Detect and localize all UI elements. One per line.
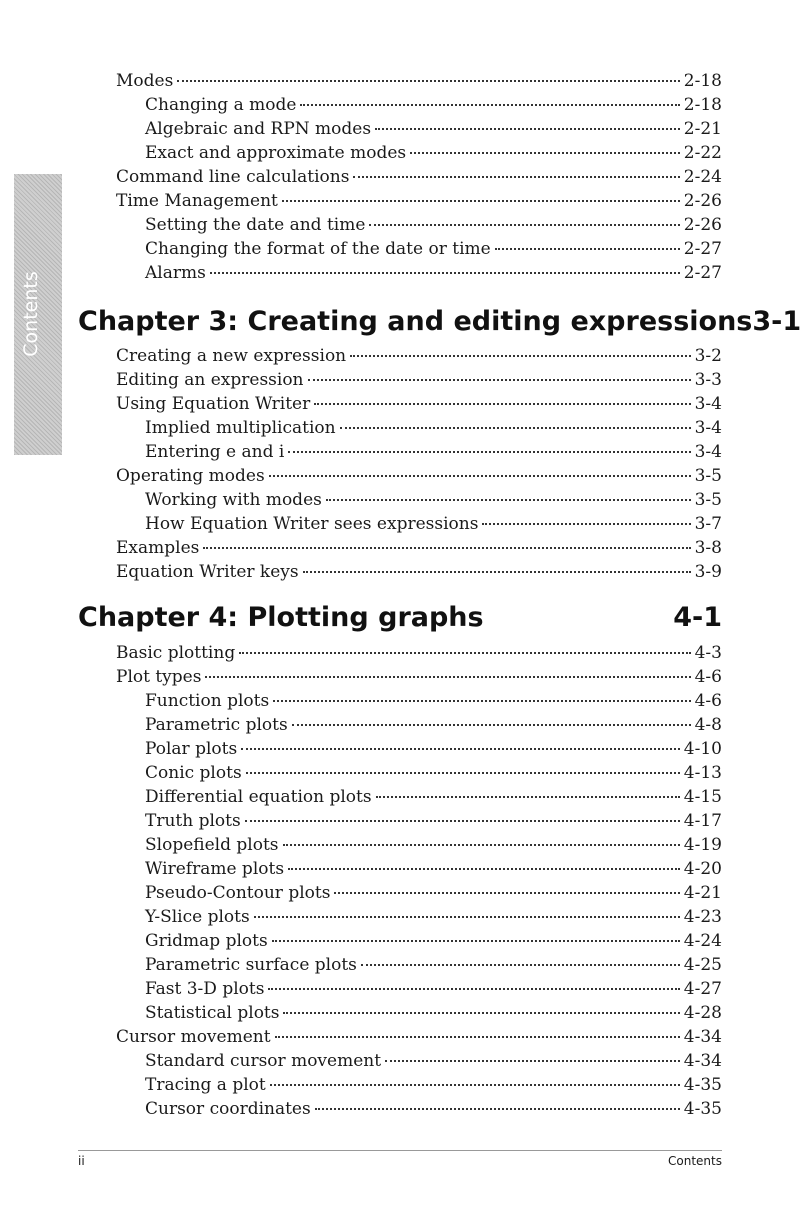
toc-entry[interactable] (145, 1074, 722, 1096)
toc-entry-page: 3-4 (694, 394, 722, 414)
toc-entry-page: 4-34 (683, 1027, 722, 1047)
toc-entry-page: 4-13 (683, 763, 722, 783)
dot-leader (288, 868, 680, 870)
toc-entry[interactable] (145, 238, 722, 260)
dot-leader (283, 844, 680, 846)
chapter-3-heading[interactable] (78, 306, 801, 337)
dot-leader (410, 152, 680, 154)
toc-entry-page: 2-22 (683, 143, 722, 163)
toc-entry-title: Command line calculations (116, 167, 350, 187)
dot-leader (239, 652, 690, 654)
dot-leader (245, 820, 680, 822)
toc-entry-title: Exact and approximate modes (145, 143, 407, 163)
toc-entry[interactable] (145, 882, 722, 904)
toc-entry-page: 4-3 (694, 643, 722, 663)
toc-entry-title: How Equation Writer sees expressions (145, 514, 479, 534)
dot-leader (350, 355, 690, 357)
toc-entry-title: Truth plots (145, 811, 241, 831)
toc-entry-page: 4-27 (683, 979, 722, 999)
toc-entry-title: Gridmap plots (145, 931, 268, 951)
toc-entry[interactable] (116, 70, 722, 92)
dot-leader (315, 1108, 680, 1110)
dot-leader (203, 547, 690, 549)
dot-leader (353, 176, 679, 178)
toc-entry[interactable] (145, 834, 722, 856)
toc-entry-page: 3-5 (694, 466, 722, 486)
dot-leader (495, 248, 680, 250)
toc-entry[interactable] (145, 858, 722, 880)
toc-entry-title: Differential equation plots (145, 787, 372, 807)
toc-entry-page: 4-34 (683, 1051, 722, 1071)
dot-leader (254, 916, 680, 918)
toc-entry-title: Polar plots (145, 739, 238, 759)
dot-leader (270, 1084, 680, 1086)
dot-leader (308, 379, 691, 381)
toc-entry[interactable] (116, 561, 722, 583)
toc-entry-title: Statistical plots (145, 1003, 280, 1023)
dot-leader (283, 1012, 679, 1014)
dot-leader (275, 1036, 680, 1038)
toc-entry-title: Parametric plots (145, 715, 288, 735)
toc-entry-title: Parametric surface plots (145, 955, 357, 975)
toc-entry[interactable] (145, 142, 722, 164)
toc-entry-page: 4-17 (683, 811, 722, 831)
toc-entry-page: 2-27 (683, 239, 722, 259)
dot-leader (314, 403, 690, 405)
toc-entry-title: Examples (116, 538, 200, 558)
toc-entry-title: Standard cursor movement (145, 1051, 382, 1071)
dot-leader (288, 451, 690, 453)
toc-entry-page: 2-26 (683, 191, 722, 211)
toc-entry[interactable] (116, 190, 722, 212)
dot-leader (300, 104, 679, 106)
toc-entry-title: Conic plots (145, 763, 242, 783)
chapter-page: 4-1 (673, 602, 722, 633)
chapter-title: Chapter 4: Plotting graphs (78, 602, 484, 633)
toc-entry-title: Algebraic and RPN modes (145, 119, 372, 139)
toc-entry-title: Working with modes (145, 490, 322, 510)
footer-section-name: Contents (668, 1154, 722, 1168)
toc-entry[interactable] (145, 1002, 722, 1024)
toc-entry[interactable] (116, 642, 722, 664)
toc-entry-page: 2-24 (683, 167, 722, 187)
toc-entry[interactable] (145, 786, 722, 808)
toc-entry-page: 4-24 (683, 931, 722, 951)
chapter-4-heading[interactable] (78, 602, 722, 633)
toc-entry-title: Wireframe plots (145, 859, 285, 879)
toc-entry-page: 2-18 (683, 95, 722, 115)
dot-leader (268, 988, 679, 990)
toc-entry-title: Equation Writer keys (116, 562, 299, 582)
toc-entry[interactable] (116, 345, 722, 367)
dot-leader (269, 475, 691, 477)
dot-leader (210, 272, 680, 274)
toc-entry-page: 2-27 (683, 263, 722, 283)
toc-entry-page: 4-10 (683, 739, 722, 759)
toc-entry-page: 3-9 (694, 562, 722, 582)
toc-entry[interactable] (145, 214, 722, 236)
footer-page-number: ii (78, 1154, 85, 1168)
chapter-page: 3-1 (752, 306, 801, 337)
toc-entry-title: Entering e and i (145, 442, 285, 462)
toc-entry-page: 3-2 (694, 346, 722, 366)
toc-entry-title: Cursor coordinates (145, 1099, 311, 1119)
dot-leader (376, 796, 680, 798)
toc-entry-page: 4-8 (694, 715, 722, 735)
toc-entry[interactable] (116, 537, 722, 559)
toc-entry-title: Alarms (145, 263, 206, 283)
toc-entry-title: Basic plotting (116, 643, 236, 663)
toc-entry[interactable] (145, 489, 722, 511)
toc-entry-title: Tracing a plot (145, 1075, 266, 1095)
footer-divider (78, 1150, 722, 1151)
toc-entry-page: 3-4 (694, 442, 722, 462)
toc-entry[interactable] (116, 166, 722, 188)
toc-entry[interactable] (145, 262, 722, 284)
toc-entry-page: 4-19 (683, 835, 722, 855)
toc-entry-page: 4-6 (694, 691, 722, 711)
toc-entry-page: 3-3 (694, 370, 722, 390)
toc-entry-title: Editing an expression (116, 370, 304, 390)
toc-entry[interactable] (145, 94, 722, 116)
toc-entry-title: Pseudo-Contour plots (145, 883, 331, 903)
toc-entry[interactable] (145, 1050, 722, 1072)
dot-leader (282, 200, 680, 202)
toc-entry[interactable] (145, 417, 722, 439)
toc-entry[interactable] (145, 978, 722, 1000)
dot-leader (241, 748, 680, 750)
toc-entry-page: 4-6 (694, 667, 722, 687)
dot-leader (385, 1060, 680, 1062)
toc-entry-title: Slopefield plots (145, 835, 279, 855)
toc-entry-page: 4-35 (683, 1099, 722, 1119)
toc-entry-page: 3-4 (694, 418, 722, 438)
toc-entry-title: Implied multiplication (145, 418, 336, 438)
toc-entry-title: Setting the date and time (145, 215, 366, 235)
toc-entry-page: 2-21 (683, 119, 722, 139)
toc-entry[interactable] (145, 441, 722, 463)
toc-entry[interactable] (116, 369, 722, 391)
toc-entry[interactable] (116, 666, 722, 688)
dot-leader (340, 427, 691, 429)
toc-entry-page: 2-18 (683, 71, 722, 91)
dot-leader (272, 940, 680, 942)
toc-entry-title: Plot types (116, 667, 202, 687)
chapter-title: Chapter 3: Creating and editing expressions (78, 306, 753, 337)
dot-leader (334, 892, 679, 894)
toc-entry[interactable] (145, 762, 722, 784)
toc-entry-title: Changing the format of the date or time (145, 239, 491, 259)
toc-entry-page: 4-20 (683, 859, 722, 879)
toc-entry[interactable] (145, 810, 722, 832)
toc-entry[interactable] (145, 513, 722, 535)
toc-entry-title: Function plots (145, 691, 270, 711)
toc-entry[interactable] (116, 393, 722, 415)
toc-entry-title: Using Equation Writer (116, 394, 311, 414)
dot-leader (375, 128, 680, 130)
toc-entry[interactable] (145, 738, 722, 760)
toc-entry-title: Changing a mode (145, 95, 297, 115)
dot-leader (326, 499, 691, 501)
toc-entry[interactable] (145, 906, 722, 928)
dot-leader (303, 571, 691, 573)
dot-leader (369, 224, 679, 226)
toc-entry[interactable] (145, 118, 722, 140)
toc-entry-page: 4-35 (683, 1075, 722, 1095)
toc-entry[interactable] (145, 690, 722, 712)
toc-entry-page: 4-28 (683, 1003, 722, 1023)
dot-leader (273, 700, 690, 702)
dot-leader (361, 964, 680, 966)
toc-entry-title: Modes (116, 71, 174, 91)
dot-leader (246, 772, 680, 774)
side-tab-label: Contents (20, 271, 42, 357)
toc-entry-title: Operating modes (116, 466, 265, 486)
toc-entry[interactable] (145, 930, 722, 952)
toc-entry[interactable] (116, 465, 722, 487)
toc-entry-title: Time Management (116, 191, 278, 211)
toc-entry[interactable] (116, 1026, 722, 1048)
toc-entry-page: 3-5 (694, 490, 722, 510)
toc-entry[interactable] (145, 714, 722, 736)
toc-entry-page: 2-26 (683, 215, 722, 235)
toc-entry[interactable] (145, 1098, 722, 1120)
toc-entry-title: Fast 3-D plots (145, 979, 265, 999)
dot-leader (177, 80, 679, 82)
toc-entry-page: 4-25 (683, 955, 722, 975)
toc-entry-page: 4-23 (683, 907, 722, 927)
toc-entry-page: 4-15 (683, 787, 722, 807)
toc-entry-page: 4-21 (683, 883, 722, 903)
toc-entry-title: Creating a new expression (116, 346, 347, 366)
toc-entry-title: Cursor movement (116, 1027, 271, 1047)
toc-entry-page: 3-8 (694, 538, 722, 558)
dot-leader (482, 523, 690, 525)
dot-leader (292, 724, 691, 726)
toc-entry-title: Y-Slice plots (145, 907, 250, 927)
toc-entry[interactable] (145, 954, 722, 976)
toc-entry-page: 3-7 (694, 514, 722, 534)
dot-leader (205, 676, 690, 678)
